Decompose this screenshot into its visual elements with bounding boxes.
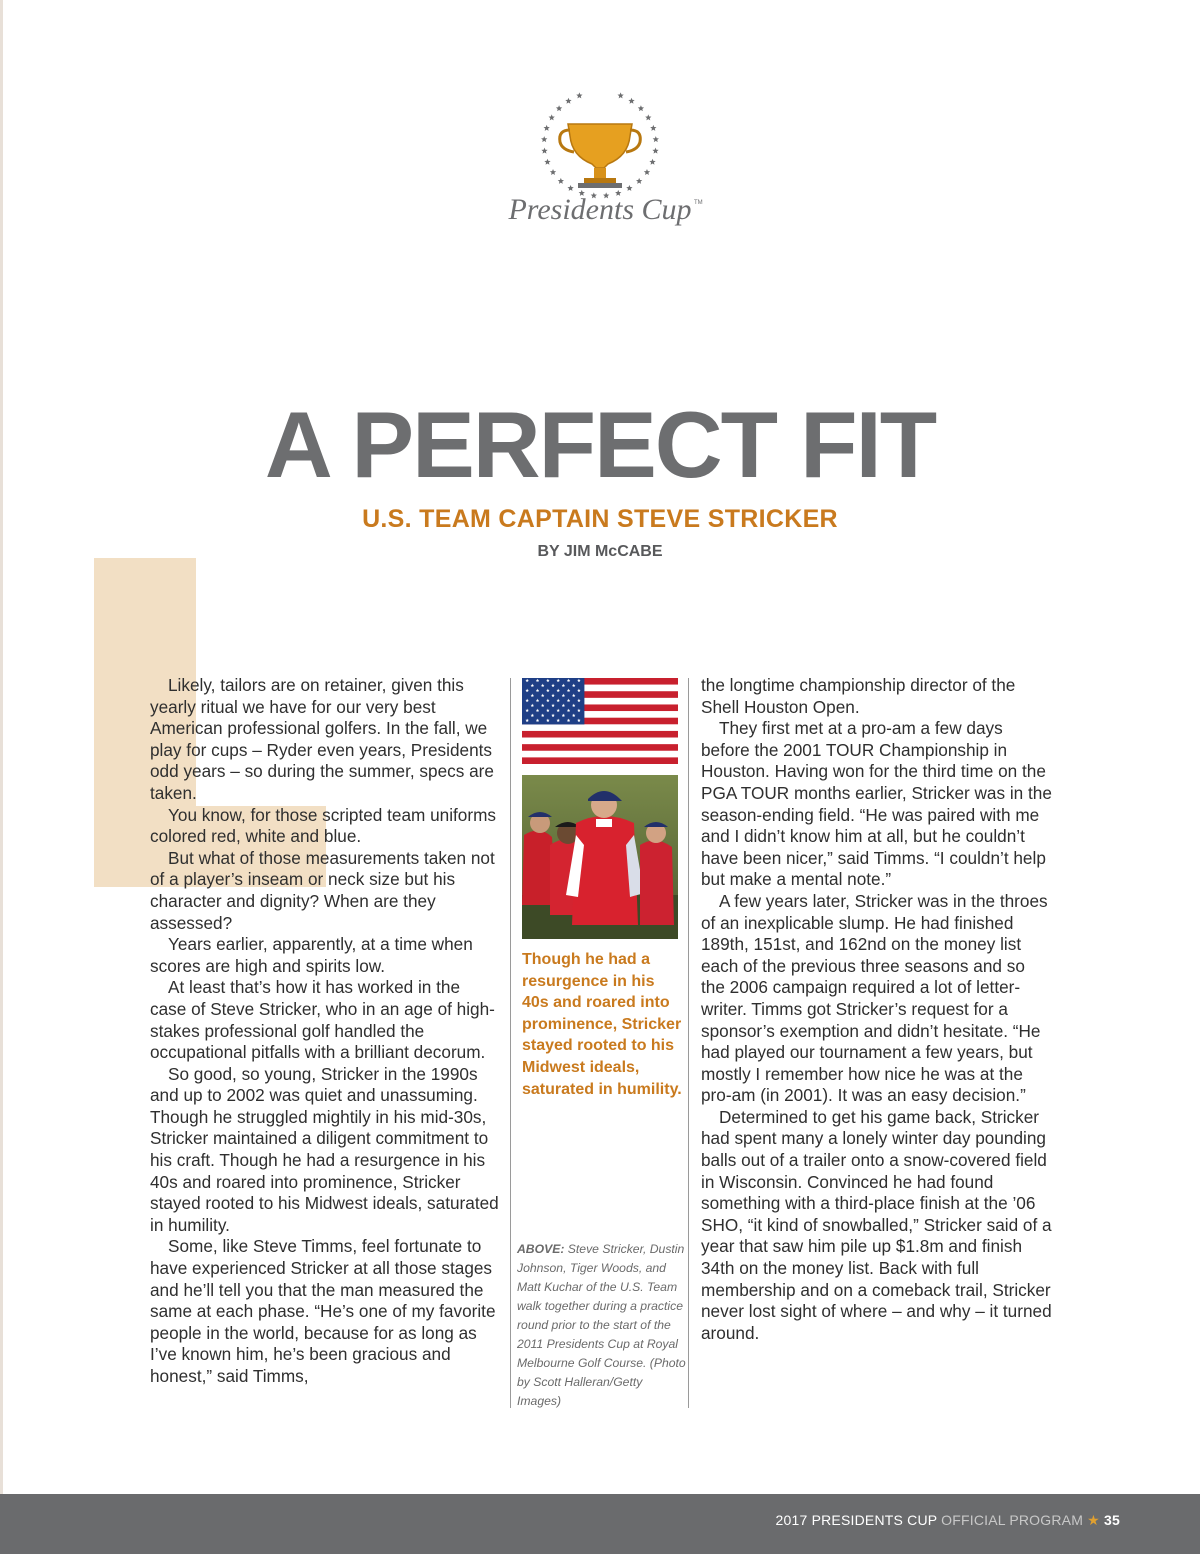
star-icon <box>650 125 656 131</box>
star-icon <box>576 92 582 98</box>
presidents-cup-logo <box>480 86 720 236</box>
star-icon <box>636 178 642 184</box>
page-number: 35 <box>1104 1512 1120 1528</box>
footer-program: OFFICIAL PROGRAM <box>937 1512 1084 1528</box>
paragraph: Determined to get his game back, Stricker had spent many a lonely winter day pounding balls out of a trailer onto a snow-covered field in Wisconsin. Convinced he had found something with a third-place finish at the ’06 SHO, “it kind of snowballed,” Stricker said of a year that saw him pile up $1.8m and finish 34th on the money list. Back with full membership and on a comeback trail, Stricker never lost sight of where – and why – it turned around. <box>701 1106 1052 1343</box>
trademark-mark: TM <box>694 200 703 206</box>
star-icon <box>645 114 651 120</box>
paragraph: So good, so young, Stricker in the 1990s and up to 2002 was quiet and unassuming. Though he struggled mightily in his mid-30s, Stricker maintained a diligent commitment to his craft. Though he had a resurgence in his 40s and roared into prominence, Stricker stayed rooted to his Midwest ideals, saturated in humility. <box>150 1063 499 1235</box>
paragraph: Some, like Steve Timms, feel fortunate to have experienced Stricker at all those stages and he’ll tell you that the man measured the same at each phase. “He’s one of my favorite people in the world, because for as long as I’ve known him, he’s been gracious and honest,” said Timms, <box>150 1236 496 1386</box>
photo-caption <box>517 1240 687 1411</box>
flag-stripe <box>522 757 678 764</box>
us-flag-icon <box>522 678 678 764</box>
flag-stripe <box>522 731 678 738</box>
page-footer <box>0 1494 1200 1554</box>
star-icon <box>544 159 550 165</box>
team-photo <box>522 775 678 939</box>
star-icon <box>653 136 659 142</box>
star-icon <box>652 148 658 154</box>
star-icon <box>567 185 573 191</box>
column-rule <box>510 678 511 1408</box>
flag-stripe <box>522 738 678 745</box>
caption-lead: ABOVE: <box>517 1242 565 1256</box>
logo-wordmark: Presidents Cup <box>508 193 692 226</box>
star-icon <box>558 178 564 184</box>
paragraph: You know, for those scripted team uniforms colored red, white and blue. <box>150 804 497 847</box>
byline: BY JIM McCABE <box>537 543 663 560</box>
flag-stripe <box>522 744 678 751</box>
star-icon <box>628 98 634 104</box>
flag-stripe <box>522 724 678 731</box>
footer-folio <box>776 1512 1120 1529</box>
right-column <box>701 675 1053 1344</box>
paragraph: the longtime championship director of the Shell Houston Open. <box>701 675 1016 717</box>
subhead: U.S. TEAM CAPTAIN STEVE STRICKER <box>362 505 838 533</box>
trophy-icon <box>560 124 641 188</box>
paragraph: But what of those measurements taken not of a player’s inseam or neck size but his character and dignity? When are they assessed? <box>150 847 495 933</box>
star-icon <box>565 98 571 104</box>
star-icon <box>638 105 644 111</box>
star-icon: ★ <box>1087 1512 1100 1528</box>
paragraph: Years earlier, apparently, at a time when scores are high and spirits low. <box>150 934 473 976</box>
star-icon <box>556 105 562 111</box>
column-rule <box>688 678 689 1408</box>
paragraph: Likely, tailors are on retainer, given this yearly ritual we have for our very best American professional golfers. In the fall, we play for cups – Ryder even years, Presidents odd years – so during the summer, specs are taken. <box>150 675 494 803</box>
paragraph: A few years later, Stricker was in the throes of an inexplicable slump. He had finished 189th, 151st, and 162nd on the money list each of the previous three seasons and so the 2006 campaign required a lot of letter-writer. Timms got Stricker’s request for a sponsor’s exemption and didn’t hesitate. “He had played our tournament a few years, but mostly I remember how nice he was at the pro-am (in 2001). It was an easy decision.” <box>701 890 1048 1106</box>
star-icon <box>549 114 555 120</box>
star-icon <box>544 125 550 131</box>
pull-quote: Though he had a resurgence in his 40s and roared into prominence, Stricker stayed rooted to his Midwest ideals, saturated in humility. <box>522 951 682 1098</box>
star-icon <box>541 136 547 142</box>
star-icon <box>541 148 547 154</box>
star-icon <box>644 169 650 175</box>
flag-stripe <box>522 751 678 758</box>
caption-text: Steve Stricker, Dustin Johnson, Tiger Woods, and Matt Kuchar of the U.S. Team walk together during a practice round prior to the start of the 2011 Presidents Cup at Royal Melbourne Golf Course. (Photo by Scott Halleran/Getty Images) <box>517 1242 686 1408</box>
left-column <box>150 675 500 1388</box>
page-edge <box>0 0 3 1494</box>
star-icon <box>649 159 655 165</box>
star-icon <box>617 92 623 98</box>
star-icon <box>550 169 556 175</box>
paragraph: At least that’s how it has worked in the case of Steve Stricker, who in an age of high-stakes professional golf handled the occupational pitfalls with a brilliant decorum. <box>150 977 495 1063</box>
star-icon <box>626 185 632 191</box>
footer-event: 2017 PRESIDENTS CUP <box>775 1512 938 1528</box>
paragraph: They first met at a pro-am a few days before the 2001 TOUR Championship in Houston. Having won for the third time on the PGA TOUR months earlier, Stricker was in the season-ending field. “He was paired with me and I didn’t know him at all, but he couldn’t have been nicer,” said Timms. “I couldn’t help but make a mental note.” <box>701 718 1052 890</box>
headline: A PERFECT FIT <box>264 392 936 497</box>
